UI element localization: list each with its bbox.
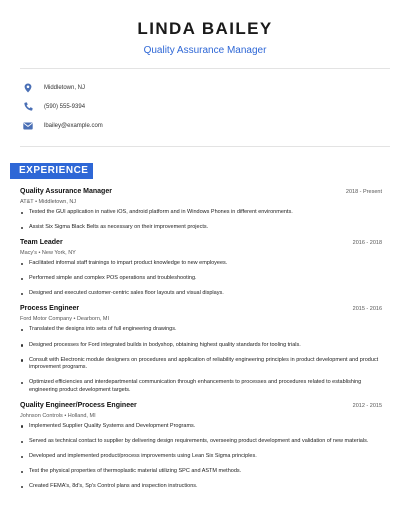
job-bullet: Served as technical contact to supplier by delivering design requirements, overseeing product development and validation of new materials. (20, 438, 382, 446)
candidate-name: LINDA BAILEY (137, 19, 273, 38)
job-bullet: Designed and executed customer-centric sales floor layouts and visual displays. (20, 290, 382, 298)
job-bullet: Facilitated informal staff trainings to impart product knowledge to new employees. (20, 260, 382, 268)
job-bullet: Test the physical properties of thermoplastic material utilizing SPC and ASTM methods. (20, 468, 382, 476)
job-entry (20, 239, 382, 298)
location-pin-icon (22, 82, 34, 94)
job-bullet: Implemented Supplier Quality Systems and Development Programs. (20, 423, 382, 431)
experience-section-header (10, 163, 93, 179)
email-icon (22, 120, 34, 132)
experience-section-title: EXPERIENCE (19, 165, 89, 176)
job-bullet: Performed simple and complex POS operations and troubleshooting. (20, 275, 382, 283)
job-title: Quality Engineer/Process Engineer (20, 401, 137, 409)
contact-location (22, 78, 382, 97)
job-bullet: Developed and implemented product/process improvements using Lean Six Sigma principles. (20, 453, 382, 461)
contact-email (22, 116, 382, 135)
contact-divider (20, 146, 390, 147)
job-entry (20, 402, 382, 491)
contact-phone (22, 97, 382, 116)
job-company: Ford Motor Company • Dearborn, MI (20, 316, 110, 323)
job-company: Macy's • New York, NY (20, 250, 76, 257)
job-dates: 2015 - 2016 (352, 306, 382, 313)
job-bullet: Assist Six Sigma Black Belts as necessary on their improvement projects. (20, 224, 382, 232)
job-bullet: Consult with Electronic module designers on procedures and application of reliability engineering principles in product development and product improvement programs. (20, 357, 382, 372)
contact-list (22, 78, 382, 135)
job-bullet: Created FEMA's, 8d's, Sp's Control plans and inspection instructions. (20, 483, 382, 491)
job-dates: 2012 - 2015 (352, 402, 382, 409)
job-title: Quality Assurance Manager (20, 188, 112, 195)
contact-email-text: lbailey@example.com (44, 122, 103, 129)
job-company: AT&T • Middletown, NJ (20, 199, 77, 205)
resume-header (0, 0, 410, 57)
contact-location-text: Middletown, NJ (44, 84, 86, 91)
job-company: Johnson Controls • Holland, MI (20, 412, 96, 419)
contact-phone-text: (590) 555-9394 (44, 103, 86, 110)
job-entry (20, 188, 382, 232)
job-dates: 2016 - 2018 (352, 240, 382, 247)
job-title: Team Leader (20, 239, 63, 247)
job-title: Process Engineer (20, 305, 80, 313)
job-bullet: Translated the designs into sets of full engineering drawings. (20, 326, 382, 334)
header-divider (20, 68, 390, 69)
phone-icon (22, 101, 34, 113)
job-entry (20, 305, 382, 394)
candidate-title: Quality Assurance Manager (143, 45, 267, 56)
job-dates: 2018 - Present (345, 189, 382, 195)
job-bullet: Optimized efficiencies and interdepartmental communication through enhancements to processes and procedures related to establishing engineering product development targets. (20, 379, 382, 394)
experience-list (20, 188, 382, 498)
job-bullet: Designed processes for Ford integrated builds in bodyshop, obtaining highest quality standards for tooling trials. (20, 342, 382, 350)
job-bullet: Tested the GUI application in native iOS, android platform and in Windows Phones in different environments. (20, 209, 382, 217)
